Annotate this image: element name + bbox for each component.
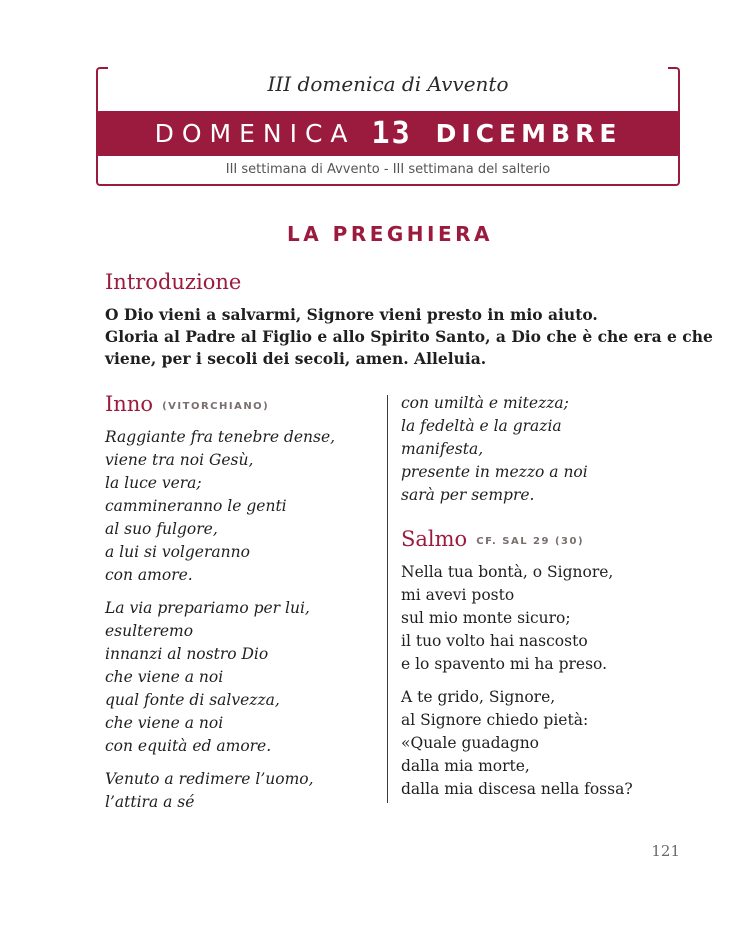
verse-line: dalla mia morte, [401, 757, 530, 775]
verse-line: esulteremo [105, 622, 194, 640]
right-column [401, 392, 691, 811]
verse-line: presente in mezzo a noi [401, 463, 588, 481]
verse-line: qual fonte di salvezza, [105, 691, 280, 709]
intro-line: viene, per i secoli dei secoli, amen. Alleluia. [105, 349, 487, 368]
inno-stanza-3-continued [401, 392, 691, 507]
verse-line: la luce vera; [105, 474, 202, 492]
inno-source: (VITORCHIANO) [162, 401, 270, 412]
day-number: 13 [371, 116, 412, 151]
verse-line: cammineranno le genti [105, 497, 287, 515]
inno-stanza-3 [105, 768, 375, 814]
verse-line: sul mio monte sicuro; [401, 609, 571, 627]
left-column [105, 392, 375, 824]
column-divider [387, 395, 388, 803]
day-word: DOMENICA [154, 119, 356, 148]
verse-line: sarà per sempre. [401, 486, 535, 504]
verse-line: che viene a noi [105, 714, 224, 732]
verse-line: manifesta, [401, 440, 484, 458]
verse-line: a lui si volgeranno [105, 543, 250, 561]
verse-line: «Quale guadagno [401, 734, 540, 752]
week-line: III settimana di Avvento - III settimana del salterio [225, 162, 551, 177]
introduzione-text [105, 304, 713, 370]
inno-heading: Inno [105, 392, 153, 416]
salmo-source: CF. SAL 29 (30) [476, 536, 585, 547]
verse-line: mi avevi posto [401, 586, 515, 604]
verse-line: con umiltà e mitezza; [401, 394, 569, 412]
intro-line: Gloria al Padre al Figlio e allo Spirito Santo, a Dio che è che era e che [105, 327, 713, 346]
verse-line: e lo spavento mi ha preso. [401, 655, 608, 673]
section-title: LA PREGHIERA [286, 222, 494, 246]
verse-line: al Signore chiedo pietà: [401, 711, 589, 729]
salmo-stanza-1 [401, 561, 691, 676]
occasion-title: III domenica di Avvento [267, 72, 509, 96]
inno-stanza-1 [105, 426, 375, 587]
salmo-heading: Salmo [401, 527, 468, 551]
verse-line: la fedeltà e la grazia [401, 417, 562, 435]
verse-line: al suo fulgore, [105, 520, 218, 538]
verse-line: con equità ed amore. [105, 737, 272, 755]
introduzione-heading: Introduzione [105, 270, 242, 294]
verse-line: innanzi al nostro Dio [105, 645, 269, 663]
inno-heading-row [105, 392, 375, 426]
verse-line: il tuo volto hai nascosto [401, 632, 588, 650]
intro-line: O Dio vieni a salvarmi, Signore vieni presto in mio aiuto. [105, 305, 598, 324]
verse-line: Nella tua bontà, o Signore, [401, 563, 614, 581]
inno-stanza-2 [105, 597, 375, 758]
salmo-heading-row [401, 527, 691, 561]
verse-line: che viene a noi [105, 668, 224, 686]
verse-line: La via prepariamo per lui, [105, 599, 310, 617]
verse-line: Raggiante fra tenebre dense, [105, 428, 336, 446]
verse-line: con amore. [105, 566, 193, 584]
verse-line: Venuto a redimere l’uomo, [105, 770, 314, 788]
verse-line: l’attira a sé [105, 793, 195, 811]
month-word: DICEMBRE [435, 119, 622, 148]
verse-line: dalla mia discesa nella fossa? [401, 780, 633, 798]
page-number: 121 [651, 842, 680, 860]
verse-line: A te grido, Signore, [401, 688, 556, 706]
date-band [96, 111, 680, 156]
salmo-stanza-2 [401, 686, 691, 801]
verse-line: viene tra noi Gesù, [105, 451, 254, 469]
